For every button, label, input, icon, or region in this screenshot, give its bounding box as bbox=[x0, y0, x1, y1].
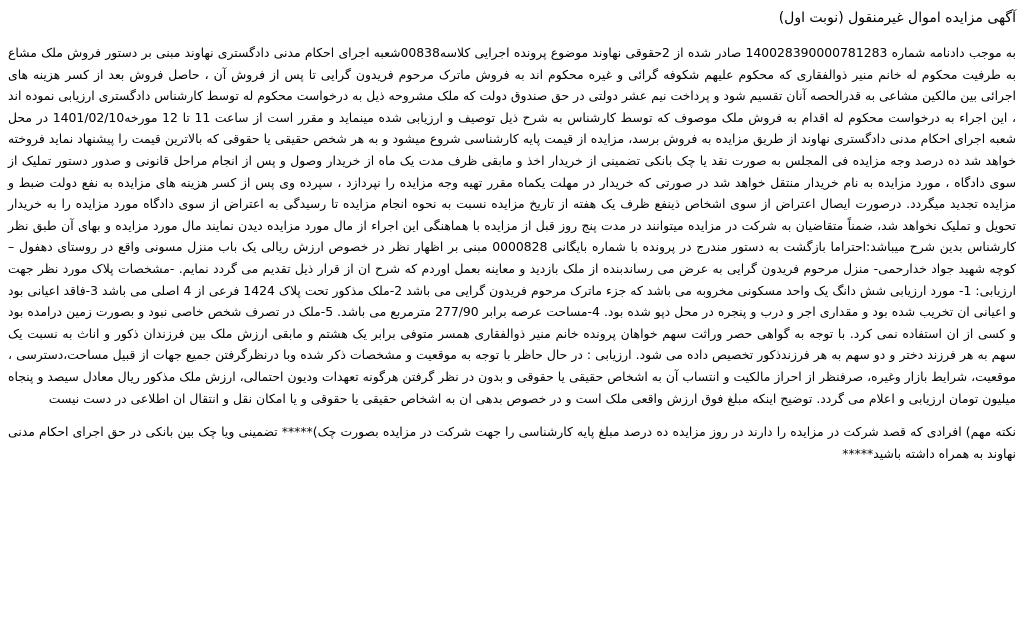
notice-body: به موجب دادنامه شماره 140028390000781283 صادر شده از 2حقوقی نهاوند موضوع پرونده اجرایی کلاسه00838شعبه اجرای احکام مدنی دادگستری نهاوند مبنی بر دستور فروش ملک مشاع به طرفیت محکوم له خانم منیر ذوالفقاری که محکوم علیهم شکوفه گرائی و غیره محکوم اند به فروش ماترک مرحوم فریدون گرایی تا پس از فروش آن ، حاصل فروش بعد از کسر هزینه های اجرائی بین مالکین مشاعی به قدرالحصه آنان تقسیم شود و پرداخت نیم عشر دولتی در حق صندوق دولت که ملک مشروحه ذیل به درخواست محکوم له توسط کارشناس دادگستری ارزیابی نموده اند ، این اجراء به درخواست محکوم له اقدام به فروش ملک موصوف که توسط کارشناس به شرح ذیل توصیف و ارزیابی شده مینماید و مقرر است از ساعت 11 تا 12 مورخه1401/02/10 در محل شعبه اجرای احکام مدنی دادگستری نهاوند از طریق مزایده به فروش برسد، مزایده از قیمت پایه کارشناسی شروع میشود و به هر شخص حقیقی یا حقوقی که بالاترین قیمت را پیشنهاد نماید فروخته خواهد شد ده درصد وجه مزایده فی المجلس به صورت نقد یا چک بانکی تضمینی از خریدار اخذ و مابقی ظرف مدت یک ماه از خریدار وصول و پس از انجام مراحل قانونی و صدور دستور تملیک از سوی دادگاه ، مورد مزایده به نام خریدار منتقل خواهد شد در صورتی که خریدار در مهلت یکماه مقرر تهیه وجه مزایده را نپردازد ، سپرده وی پس از کسر هزینه های مزایده به نفع دولت ضبط و مزایده تجدید میگردد. درصورت ایصال اعتراض از سوی اشخاص ذینفع ظرف یک هفته از تاریخ مزایده نسبت به نحوه انجام مزایده تا رسیدگی به اعتراض از سوی دادگاه مورد مزایده را به خریدار تحویل و تملیک نخواهد شد، ضمناً متقاضیان به شرکت در مزایده میتوانند در مدت پنج روز قبل از مزایده با هماهنگی این اجراء از مال مورد مزایده دیدن نمایند مال مورد مزایده و بهای آن طبق نظر کارشناس بدین شرح میباشد:احتراما بازگشت به دستور مندرج در پرونده با شماره بایگانی 0000828 مبنی بر اظهار نظر در خصوص ارزش ریالی یک باب منزل مسونی واقع در روستای دهفول – کوچه شهید جواد خدارحمی- منزل مرحوم فریدون گرایی به عرض می رساندبنده از ملک بازدید و معاینه بعمل اوردم که شرح ان از قرار ذیل تقدیم می گردد نمایم. -مشخصات پلاک مورد نظر جهت ارزیابی: 1- مورد ارزیابی شش دانگ یک واحد مسکونی مخروبه می باشد که جزء ماترک مرحوم فریدون گرایی می باشد 2-ملک مذکور تحت پلاک 1424 فرعی از 4 اصلی می باشد 3-فاقد اعیانی بود و اعیانی ان تخریب شده بود و مقداری اجر و درب و پنجره در محل دپو شده بود. 4-مساحت عرصه برابر 277/90 مترمربع می باشد. 5-ملک در تصرف شخص خاصی نبود و بصورت زمین درامده بود و کسی از ان استفاده نمی کرد. با توجه به گواهی حصر وراثت سهم خواهان پرونده خانم منیر ذوالفقاری همسر متوفی برابر یک هشتم و مابقی ارزش ملک بین فرزندان ذکور و اناث به نسبت یک سهم به هر فرزند دختر و دو سهم به هر فرزندذکور تخصیص داده می شود. ارزیابی : در حال حاظر با توجه به موقعیت و مشخصات ذکر شده وبا درنظرگرفتن جمیع جهات از قبیل مساحت،دسترسی ، موقعیت، شرایط بازار وغیره، صرفنظر از احراز مالکیت و انتساب آن به اشخاص حقیقی یا حقوقی و بدون در نظر گرفتن هرگونه تعهدات ودیون احتمالی، ارزش ملک مذکور ریال معادل سیصد و پنجاه میلیون تومان ارزیابی و اعلام می گردد. توضیح اینکه مبلغ فوق ارزش واقعی ملک است و در خصوص بدهی ان به اشخاص حقیقی یا حقوقی و یا امکان نقل و انتقال ان اطلاعی در دست نیست bbox=[8, 45, 1016, 406]
notice-important-note: نکته مهم) افرادی که قصد شرکت در مزایده را دارند در روز مزایده ده درصد مبلغ پایه کارشناسی را جهت شرکت در مزایده بصورت چک)***** تضمینی ویا چک بین بانکی در حق اجرای احکام مدنی نهاوند به همراه داشته باشید***** bbox=[8, 424, 1016, 461]
notice-title: آگهی مزایده اموال غیرمنقول (نوبت اول) bbox=[778, 10, 1016, 26]
